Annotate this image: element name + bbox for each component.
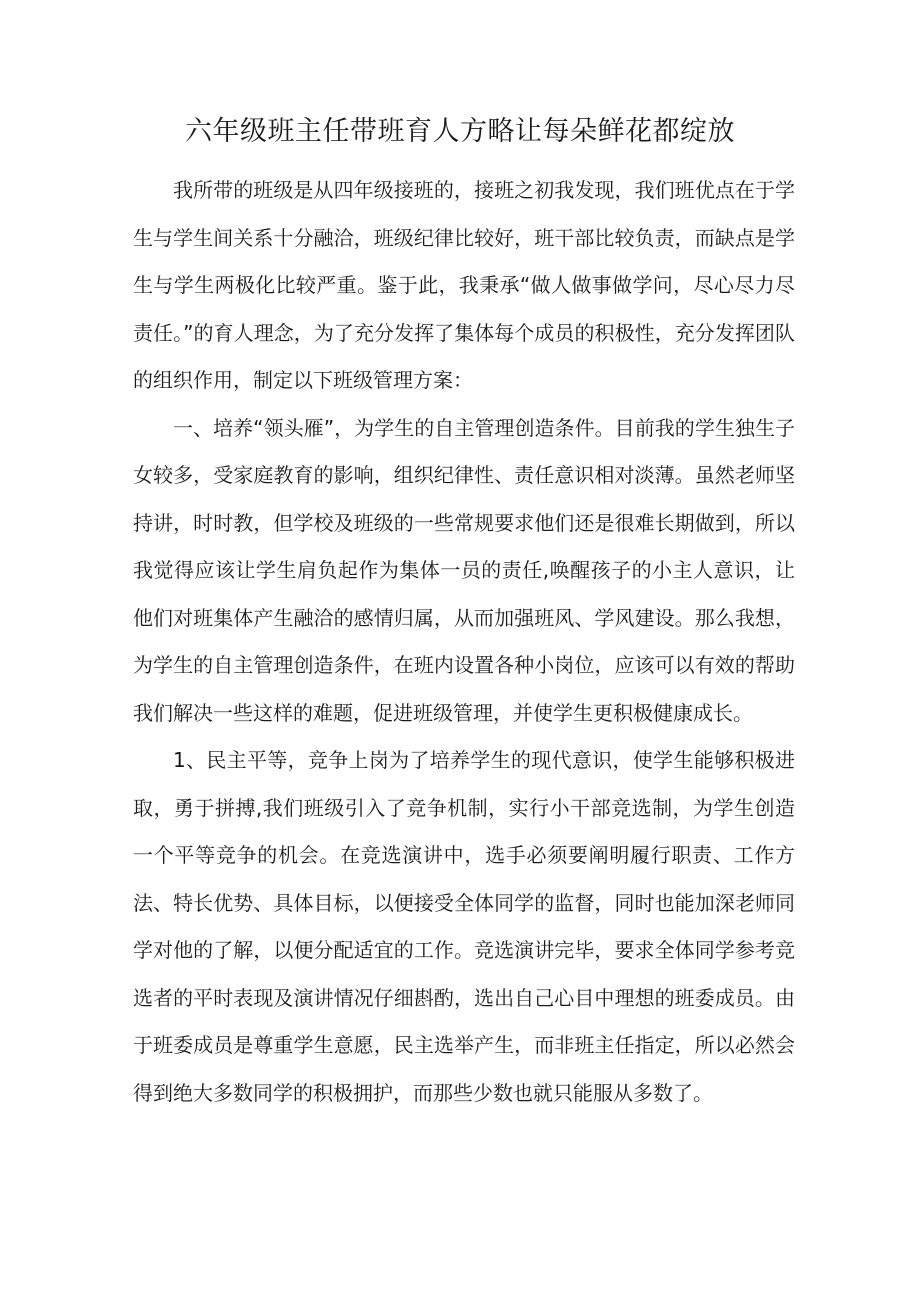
paragraph-item-one: 1、民主平等，竞争上岗为了培养学生的现代意识，使学生能够积极进取，勇于拼搏,我们班级引入了竞争机制，实行小干部竞选制，为学生创造一个平等竞争的机会。在竞选演讲中，选手必须要阐明履行职责、工作方法、特长优势、具体目标，以便接受全体同学的监督，同时也能加深老师同学对他的了解，以便分配适宜的工作。竞选演讲完毕，要求全体同学参考竞选者的平时表现及演讲情况仔细斟酌，选出自己心目中理想的班委成员。由于班委成员是尊重学生意愿，民主选举产生，而非班主任指定，所以必然会得到绝大多数同学的积极拥护，而那些少数也就只能服从多数了。 [133,748,795,1105]
document-body [133,167,795,1117]
paragraph-section-one: 一、培养“领头雁”，为学生的自主管理创造条件。目前我的学生独生子女较多，受家庭教育的影响，组织纪律性、责任意识相对淡薄。虽然老师坚持讲，时时教，但学校及班级的一些常规要求他们还是很难长期做到，所以我觉得应该让学生肩负起作为集体一员的责任,唤醒孩子的小主人意识，让他们对班集体产生融洽的感情归属，从而加强班风、学风建设。那么我想，为学生的自主管理创造条件，在班内设置各种小岗位，应该可以有效的帮助我们解决一些这样的难题，促进班级管理，并使学生更积极健康成长。 [133,415,795,725]
document-title: 六年级班主任带班育人方略让每朵鲜花都绽放 [185,116,735,147]
paragraph-intro: 我所带的班级是从四年级接班的，接班之初我发现，我们班优点在于学生与学生间关系十分融洽，班级纪律比较好，班干部比较负责，而缺点是学生与学生两极化比较严重。鉴于此，我秉承“做人做事做学问，尽心尽力尽责任。”的育人理念，为了充分发挥了集体每个成员的积极性，充分发挥团队的组织作用，制定以下班级管理方案： [133,178,795,392]
